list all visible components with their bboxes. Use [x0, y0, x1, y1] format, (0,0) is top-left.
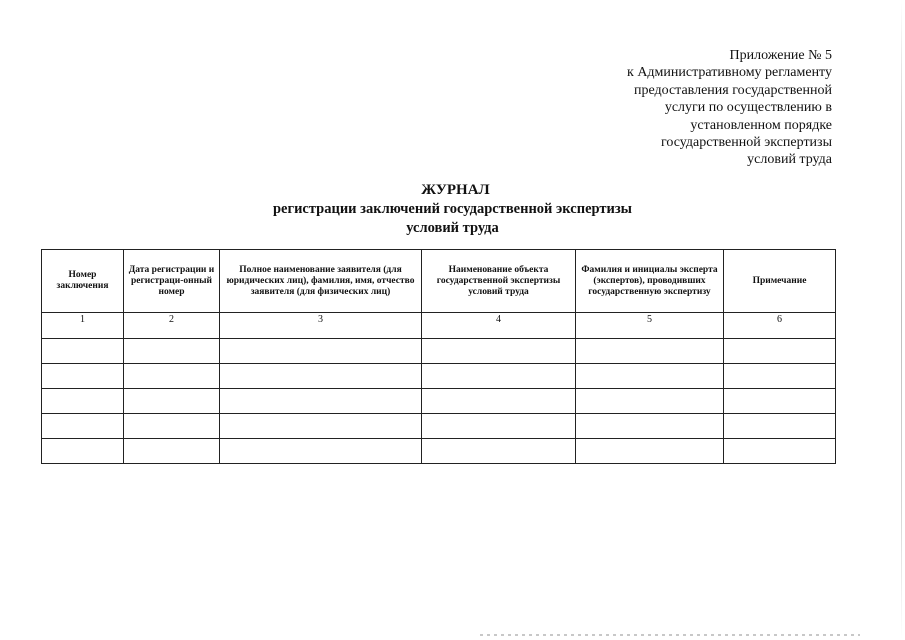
appendix-block	[532, 47, 832, 169]
col-header-experts: Фамилия и инициалы эксперта (экспертов), проводивших государственную экспертизу	[576, 250, 724, 313]
column-number: 5	[576, 313, 724, 339]
col-header-note: Примечание	[724, 250, 836, 313]
column-number: 6	[724, 313, 836, 339]
column-number: 4	[422, 313, 576, 339]
table-cell	[124, 389, 220, 414]
table-cell	[42, 439, 124, 464]
table-cell	[220, 414, 422, 439]
table-cell	[124, 339, 220, 364]
table-cell	[220, 439, 422, 464]
table-cell	[576, 364, 724, 389]
table-cell	[724, 414, 836, 439]
table-cell	[422, 389, 576, 414]
table-cell	[576, 439, 724, 464]
col-header-applicant: Полное наименование заявителя (для юридических лиц), фамилия, имя, отчество заявителя (для физических лиц)	[220, 250, 422, 313]
column-number: 2	[124, 313, 220, 339]
title-subtitle-2: условий труда	[406, 220, 499, 236]
table-cell	[724, 439, 836, 464]
table-cell	[724, 339, 836, 364]
table-cell	[42, 364, 124, 389]
table-cell	[220, 364, 422, 389]
table-cell	[42, 389, 124, 414]
col-header-number: Номер заключения	[42, 250, 124, 313]
table-cell	[724, 364, 836, 389]
table-cell	[220, 339, 422, 364]
appendix-line: к Административному регламенту	[627, 65, 832, 81]
scan-edge-artifact	[901, 0, 902, 640]
col-header-date: Дата регистрации и регистраци-онный номер	[124, 250, 220, 313]
journal-table	[41, 249, 836, 464]
table-cell	[422, 414, 576, 439]
title-subtitle: регистрации заключений государственной экспертизы	[272, 201, 633, 217]
appendix-line: условий труда	[747, 152, 832, 168]
table-row	[42, 414, 836, 439]
appendix-line: услуги по осуществлению в	[664, 100, 832, 116]
column-number: 3	[220, 313, 422, 339]
appendix-line: Приложение № 5	[729, 48, 832, 63]
table-cell	[422, 439, 576, 464]
table-cell	[220, 389, 422, 414]
col-header-object: Наименование объекта государственной экспертизы условий труда	[422, 250, 576, 313]
table-cell	[42, 414, 124, 439]
table-cell	[124, 414, 220, 439]
table-cell	[724, 389, 836, 414]
table-cell	[124, 439, 220, 464]
appendix-line: предоставления государственной	[633, 82, 832, 98]
title-main: ЖУРНАЛ	[421, 182, 490, 198]
table-cell	[124, 364, 220, 389]
table-numbering-row	[42, 313, 836, 339]
table-cell	[576, 339, 724, 364]
table-row	[42, 364, 836, 389]
scan-bottom-artifact	[480, 634, 860, 636]
table-row	[42, 389, 836, 414]
table-cell	[576, 414, 724, 439]
table-cell	[42, 339, 124, 364]
appendix-line: установленном порядке	[690, 117, 832, 133]
table-row	[42, 439, 836, 464]
document-title	[0, 181, 905, 238]
table-header-row	[42, 250, 836, 313]
table-cell	[576, 389, 724, 414]
table-cell	[422, 364, 576, 389]
table-cell	[422, 339, 576, 364]
table-row	[42, 339, 836, 364]
appendix-line: государственной экспертизы	[660, 135, 832, 151]
column-number: 1	[42, 313, 124, 339]
